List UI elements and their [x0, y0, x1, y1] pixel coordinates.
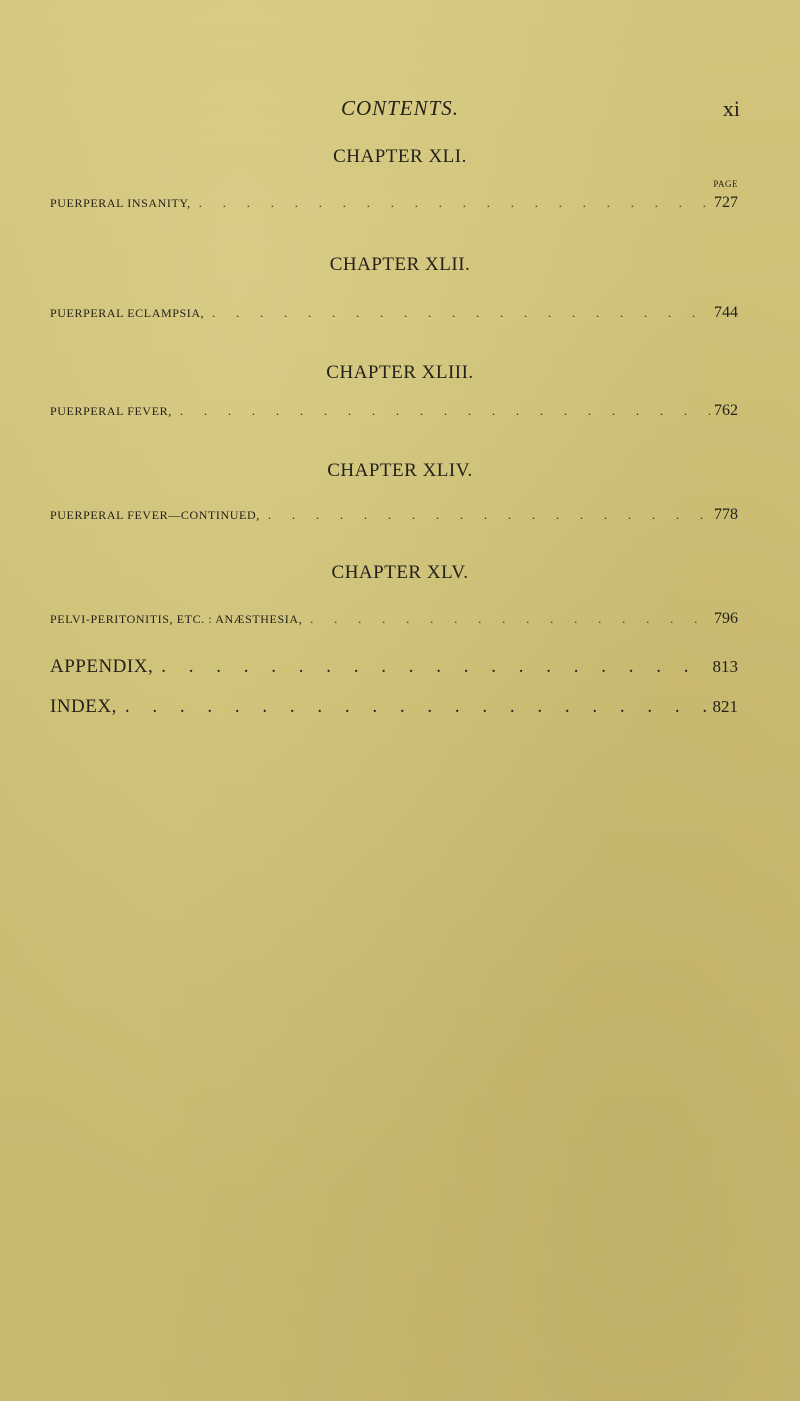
toc-entry-title: APPENDIX,: [50, 656, 154, 677]
toc-entry: [50, 194, 738, 212]
toc-entry-page: 821: [712, 697, 738, 716]
dot-leader: [180, 404, 710, 419]
page-folio: xi: [722, 96, 740, 121]
dot-leader: [268, 508, 710, 523]
toc-entry: [50, 506, 738, 524]
toc-entry-page: 778: [714, 506, 738, 523]
chapter-heading: CHAPTER XLI.: [333, 146, 467, 167]
toc-entry: [50, 304, 738, 322]
toc-entry-page: 762: [714, 402, 738, 419]
dot-leader: [125, 696, 709, 718]
dot-leader: [161, 656, 708, 678]
chapter-heading: CHAPTER XLII.: [329, 254, 471, 275]
dot-leader: [212, 306, 710, 321]
chapter-heading: CHAPTER XLV.: [331, 562, 469, 583]
toc-entry-title: PUERPERAL INSANITY,: [50, 196, 191, 210]
chapter-heading: CHAPTER XLIII.: [326, 362, 474, 383]
toc-entry-page: 727: [714, 194, 738, 211]
dot-leader: [310, 612, 710, 627]
page-column-label: PAGE: [713, 179, 738, 189]
toc-entry-page: 796: [714, 610, 738, 627]
chapter-heading: CHAPTER XLIV.: [327, 460, 473, 481]
toc-entry: [50, 610, 738, 628]
toc-entry-title: PUERPERAL ECLAMPSIA,: [50, 306, 205, 320]
toc-entry-page: 744: [714, 304, 738, 321]
toc-entry-appendix: [50, 656, 738, 678]
dot-leader: [199, 196, 710, 211]
toc-entry-title: PELVI-PERITONITIS, ETC. : ANÆSTHESIA,: [50, 612, 303, 626]
toc-entry-index: [50, 696, 738, 718]
toc-entry-title: PUERPERAL FEVER,: [50, 404, 172, 418]
toc-entry-title: INDEX,: [50, 696, 117, 717]
running-title: CONTENTS.: [340, 96, 460, 120]
toc-entry-title: PUERPERAL FEVER—CONTINUED,: [50, 508, 260, 522]
toc-entry-page: 813: [712, 657, 738, 676]
toc-entry: [50, 402, 738, 420]
